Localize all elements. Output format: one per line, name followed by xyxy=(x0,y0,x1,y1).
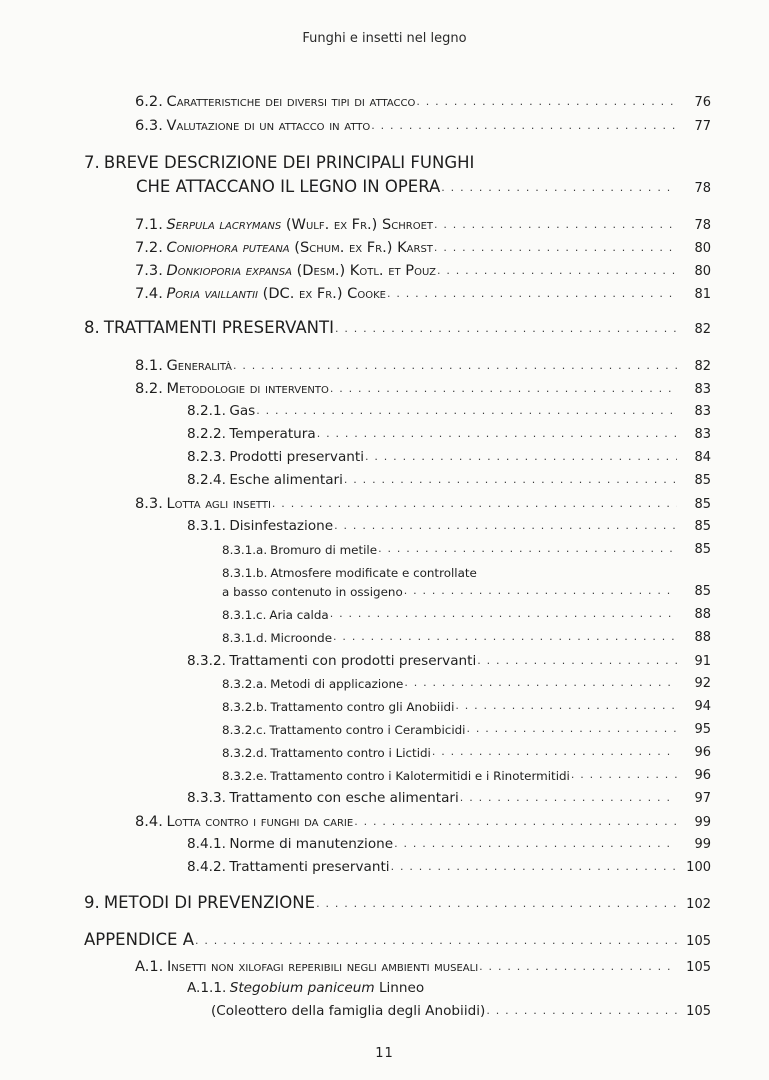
leader-dots xyxy=(330,608,677,619)
toc-entry-label: 9. METODI DI PREVENZIONE xyxy=(84,893,316,912)
leader-dots xyxy=(333,631,677,642)
toc-page-number: 85 xyxy=(694,473,711,488)
toc-entry-a-1-1-cont xyxy=(211,1003,769,1019)
toc-entry-label: APPENDICE A xyxy=(84,930,195,949)
toc-entry-label: 8. TRATTAMENTI PRESERVANTI xyxy=(84,318,334,337)
toc-entry-label: A.1. Insetti non xilofagi reperibili negli ambienti museali xyxy=(135,958,479,975)
leader-dots xyxy=(404,585,677,596)
toc-chapter-7 xyxy=(84,153,769,172)
toc-appendix-a xyxy=(84,930,769,949)
toc-page-number: 85 xyxy=(694,519,711,534)
toc-entry-8-2-1 xyxy=(187,403,769,419)
toc-entry-7-2 xyxy=(135,239,769,256)
leader-dots xyxy=(365,451,677,462)
leader-dots xyxy=(316,898,677,909)
toc-page-number: 85 xyxy=(694,542,711,557)
toc-page-number: 96 xyxy=(694,745,711,760)
toc-page-number: 99 xyxy=(694,815,711,830)
toc-entry-a-1-1 xyxy=(187,980,769,996)
leader-dots xyxy=(404,677,677,688)
toc-page-number: 78 xyxy=(694,218,711,233)
toc-entry-label: 7.1. Serpula lacrymans (Wulf. ex Fr.) Schroet xyxy=(135,216,434,233)
toc-chapter-9 xyxy=(84,893,769,912)
toc-entry-8-3-1-c xyxy=(222,608,769,622)
toc-entry-label: 8.3.3. Trattamento con esche alimentari xyxy=(187,790,459,806)
toc-entry-8-4-2 xyxy=(187,859,769,875)
toc-page-number: 105 xyxy=(686,960,711,975)
leader-dots xyxy=(486,1005,677,1016)
leader-dots xyxy=(272,498,677,509)
leader-dots xyxy=(335,323,677,334)
page-number-footer: 11 xyxy=(375,1046,394,1061)
toc-entry-8-2-3 xyxy=(187,449,769,465)
toc-page-number: 84 xyxy=(694,450,711,465)
toc-entry-label: 8.3.2.e. Trattamento contro i Kalotermitidi e i Rinotermitidi xyxy=(222,769,570,783)
toc-entry-label: 8.3.2.a. Metodi di applicazione xyxy=(222,677,404,691)
toc-entry-label: 8.3.2.c. Trattamento contro i Cerambicidi xyxy=(222,723,466,737)
toc-entry-label: 8.3.1.b. Atmosfere modificate e controllate xyxy=(222,566,477,580)
leader-dots xyxy=(391,861,677,872)
toc-entry-6-2 xyxy=(135,93,769,110)
toc-entry-label: 6.3. Valutazione di un attacco in atto xyxy=(135,117,371,134)
leader-dots xyxy=(354,816,677,827)
leader-dots xyxy=(334,520,677,531)
leader-dots xyxy=(344,474,677,485)
leader-dots xyxy=(378,543,677,554)
toc-entry-7-3 xyxy=(135,262,769,279)
toc-page-number: 81 xyxy=(694,287,711,302)
leader-dots xyxy=(394,838,677,849)
toc-entry-7-4 xyxy=(135,285,769,302)
toc-entry-label: 8.4.1. Norme di manutenzione xyxy=(187,836,394,852)
leader-dots xyxy=(416,96,677,107)
leader-dots xyxy=(233,360,677,371)
toc-entry-label: 8.4. Lotta contro i funghi da carie xyxy=(135,813,354,830)
toc-entry-label: 8.2.4. Esche alimentari xyxy=(187,472,343,488)
leader-dots xyxy=(466,723,677,734)
toc-entry-8-2-2 xyxy=(187,426,769,442)
toc-entry-label: 8.2. Metodologie di intervento xyxy=(135,380,329,397)
toc-entry-label: 8.2.3. Prodotti preservanti xyxy=(187,449,364,465)
toc-page-number: 78 xyxy=(694,181,711,196)
toc-entry-8-3-1-d xyxy=(222,631,769,645)
toc-entry-label: 8.3.1. Disinfestazione xyxy=(187,518,334,534)
toc-entry-8-4-1 xyxy=(187,836,769,852)
toc-page-number: 105 xyxy=(686,1004,711,1019)
toc-entry-8-1 xyxy=(135,357,769,374)
toc-page-number: 94 xyxy=(694,699,711,714)
toc-entry-label: 7. BREVE DESCRIZIONE DEI PRINCIPALI FUNGHI xyxy=(84,153,475,172)
toc-entry-8-3-2-d xyxy=(222,746,769,760)
toc-page-number: 97 xyxy=(694,791,711,806)
toc-page-number: 83 xyxy=(694,427,711,442)
toc-entry-8-3 xyxy=(135,495,769,512)
toc-page-number: 88 xyxy=(694,607,711,622)
toc-entry-8-3-2 xyxy=(187,653,769,669)
toc-entry-6-3 xyxy=(135,117,769,134)
leader-dots xyxy=(387,288,677,299)
toc-page-number: 77 xyxy=(694,119,711,134)
toc-page-number: 82 xyxy=(694,359,711,374)
leader-dots xyxy=(460,792,677,803)
toc-page-number: 91 xyxy=(694,654,711,669)
toc-entry-8-3-2-e xyxy=(222,769,769,783)
toc-entry-label: 7.2. Coniophora puteana (Schum. ex Fr.) Karst xyxy=(135,239,433,256)
toc-entry-8-3-2-c xyxy=(222,723,769,737)
toc-page-number: 102 xyxy=(686,897,711,912)
leader-dots xyxy=(571,769,677,780)
leader-dots xyxy=(434,219,677,230)
toc-page-number: 82 xyxy=(694,322,711,337)
running-header: Funghi e insetti nel legno xyxy=(302,31,467,46)
toc-entry-label: 6.2. Caratteristiche dei diversi tipi di attacco xyxy=(135,93,416,110)
toc-entry-label: 8.3.1.d. Microonde xyxy=(222,631,333,645)
toc-entry-label: 8.2.1. Gas xyxy=(187,403,256,419)
toc-page-number: 80 xyxy=(694,264,711,279)
toc-page-number: 96 xyxy=(694,768,711,783)
leader-dots xyxy=(432,746,677,757)
toc-page-number: 92 xyxy=(694,676,711,691)
toc-entry-8-3-2-a xyxy=(222,677,769,691)
toc-entry-label: 8.3.1.a. Bromuro di metile xyxy=(222,543,378,557)
toc-entry-label: 7.4. Poria vaillantii (DC. ex Fr.) Cooke xyxy=(135,285,386,302)
toc-entry-8-3-1-b-cont xyxy=(222,585,769,599)
toc-page-number: 105 xyxy=(686,934,711,949)
leader-dots xyxy=(455,700,677,711)
toc-entry-7-1 xyxy=(135,216,769,233)
toc-page-number: 80 xyxy=(694,241,711,256)
leader-dots xyxy=(256,405,677,416)
toc-entry-label: 8.3.2.d. Trattamento contro i Lictidi xyxy=(222,746,431,760)
leader-dots xyxy=(477,655,677,666)
toc-entry-8-2-4 xyxy=(187,472,769,488)
toc-chapter-7-cont xyxy=(136,177,769,196)
toc-entry-8-3-1-b xyxy=(222,566,769,580)
leader-dots xyxy=(437,265,677,276)
toc-page-number: 83 xyxy=(694,382,711,397)
toc-page-number: 100 xyxy=(686,860,711,875)
toc-entry-label: 8.1. Generalità xyxy=(135,357,233,374)
toc-page-number: 85 xyxy=(694,497,711,512)
toc-page-number: 95 xyxy=(694,722,711,737)
toc-entry-label: CHE ATTACCANO IL LEGNO IN OPERA xyxy=(136,177,441,196)
leader-dots xyxy=(317,428,677,439)
toc-page-number: 83 xyxy=(694,404,711,419)
toc-entry-8-3-1-a xyxy=(222,543,769,557)
leader-dots xyxy=(479,961,677,972)
toc-entry-label: 8.3.1.c. Aria calda xyxy=(222,608,329,622)
leader-dots xyxy=(441,182,677,193)
toc-entry-label: A.1.1. Stegobium paniceum Linneo xyxy=(187,980,425,996)
toc-entry-label: 8.3.2. Trattamenti con prodotti preservanti xyxy=(187,653,477,669)
toc-page-number: 76 xyxy=(694,95,711,110)
toc-entry-8-4 xyxy=(135,813,769,830)
toc-entry-8-3-3 xyxy=(187,790,769,806)
leader-dots xyxy=(371,120,677,131)
toc-entry-8-3-2-b xyxy=(222,700,769,714)
toc-page-number: 88 xyxy=(694,630,711,645)
toc-page-number: 85 xyxy=(694,584,711,599)
leader-dots xyxy=(434,242,677,253)
toc-entry-label: 8.3.2.b. Trattamento contro gli Anobiidi xyxy=(222,700,455,714)
toc-entry-label: a basso contenuto in ossigeno xyxy=(222,585,403,599)
toc-page-number: 99 xyxy=(694,837,711,852)
toc-entry-label: 7.3. Donkioporia expansa (Desm.) Kotl. et Pouz xyxy=(135,262,436,279)
toc-entry-label: 8.2.2. Temperatura xyxy=(187,426,316,442)
toc-entry-a-1 xyxy=(135,958,769,975)
toc-entry-8-2 xyxy=(135,380,769,397)
leader-dots xyxy=(195,935,677,946)
toc-entry-8-3-1 xyxy=(187,518,769,534)
leader-dots xyxy=(330,383,677,394)
toc-entry-label: (Coleottero della famiglia degli Anobiidi) xyxy=(211,1003,486,1019)
toc-chapter-8 xyxy=(84,318,769,337)
toc-entry-label: 8.4.2. Trattamenti preservanti xyxy=(187,859,390,875)
toc-entry-label: 8.3. Lotta agli insetti xyxy=(135,495,271,512)
